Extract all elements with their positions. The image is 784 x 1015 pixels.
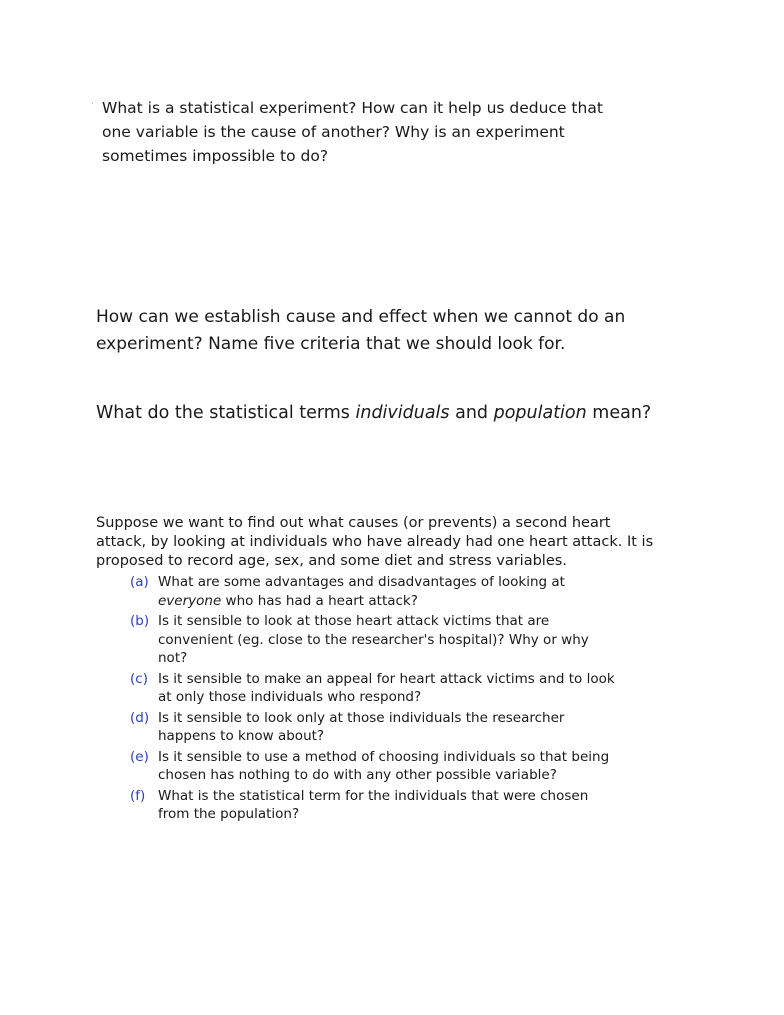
part-label: (f) [130,787,146,804]
part-text-emphasis: everyone [158,592,222,609]
part-text: Is it sensible to look at those heart attack victims that are convenient (eg. close to the researcher's hospital)? Why or why not? [158,613,589,666]
part-text: Is it sensible to use a method of choosing individuals so that being chosen has nothing to do with any other possible variable? [158,748,610,783]
part-text-pre: What are some advantages and disadvantages of looking at [158,574,565,590]
list-item [130,612,650,668]
question-terms-mid: and [449,403,494,423]
list-item [130,748,650,785]
term-population: population [493,403,587,423]
part-label: (a) [130,574,149,590]
part-label: (b) [130,613,150,629]
part-text: Is it sensible to look only at those individuals the researcher happens to know about? [158,709,565,744]
part-label: (e) [130,748,149,765]
part-text: Is it sensible to make an appeal for heart attack victims and to look at only those individuals who respond? [158,670,615,705]
part-label: (c) [130,670,148,687]
question-terms [96,400,736,427]
list-item [130,787,650,824]
part-text [158,573,618,610]
question-heart-attack-intro: Suppose we want to find out what causes (or prevents) a second heart attack, by looking at individuals who have already had one heart attack. It is proposed to record age, sex, and some diet and stress variables. [96,515,654,569]
bullet-marker: · [91,99,94,109]
part-text-post: who has had a heart attack? [221,592,418,609]
question-experiment: What is a statistical experiment? How can it help us deduce that one variable is the cause of another? Why is an experiment sometimes impossible to do? [102,99,603,165]
list-item [130,709,650,746]
question-heart-attack-parts [130,573,650,826]
part-label: (d) [130,709,150,726]
list-item [130,573,650,610]
question-terms-pre: What do the statistical terms [96,403,356,423]
question-cause-effect: How can we establish cause and effect when we cannot do an experiment? Name five criteria that we should look for. [96,307,626,354]
part-text: What is the statistical term for the individuals that were chosen from the population? [158,787,589,822]
list-item [130,670,650,707]
term-individuals: individuals [355,403,450,423]
question-terms-post: mean? [586,403,652,423]
